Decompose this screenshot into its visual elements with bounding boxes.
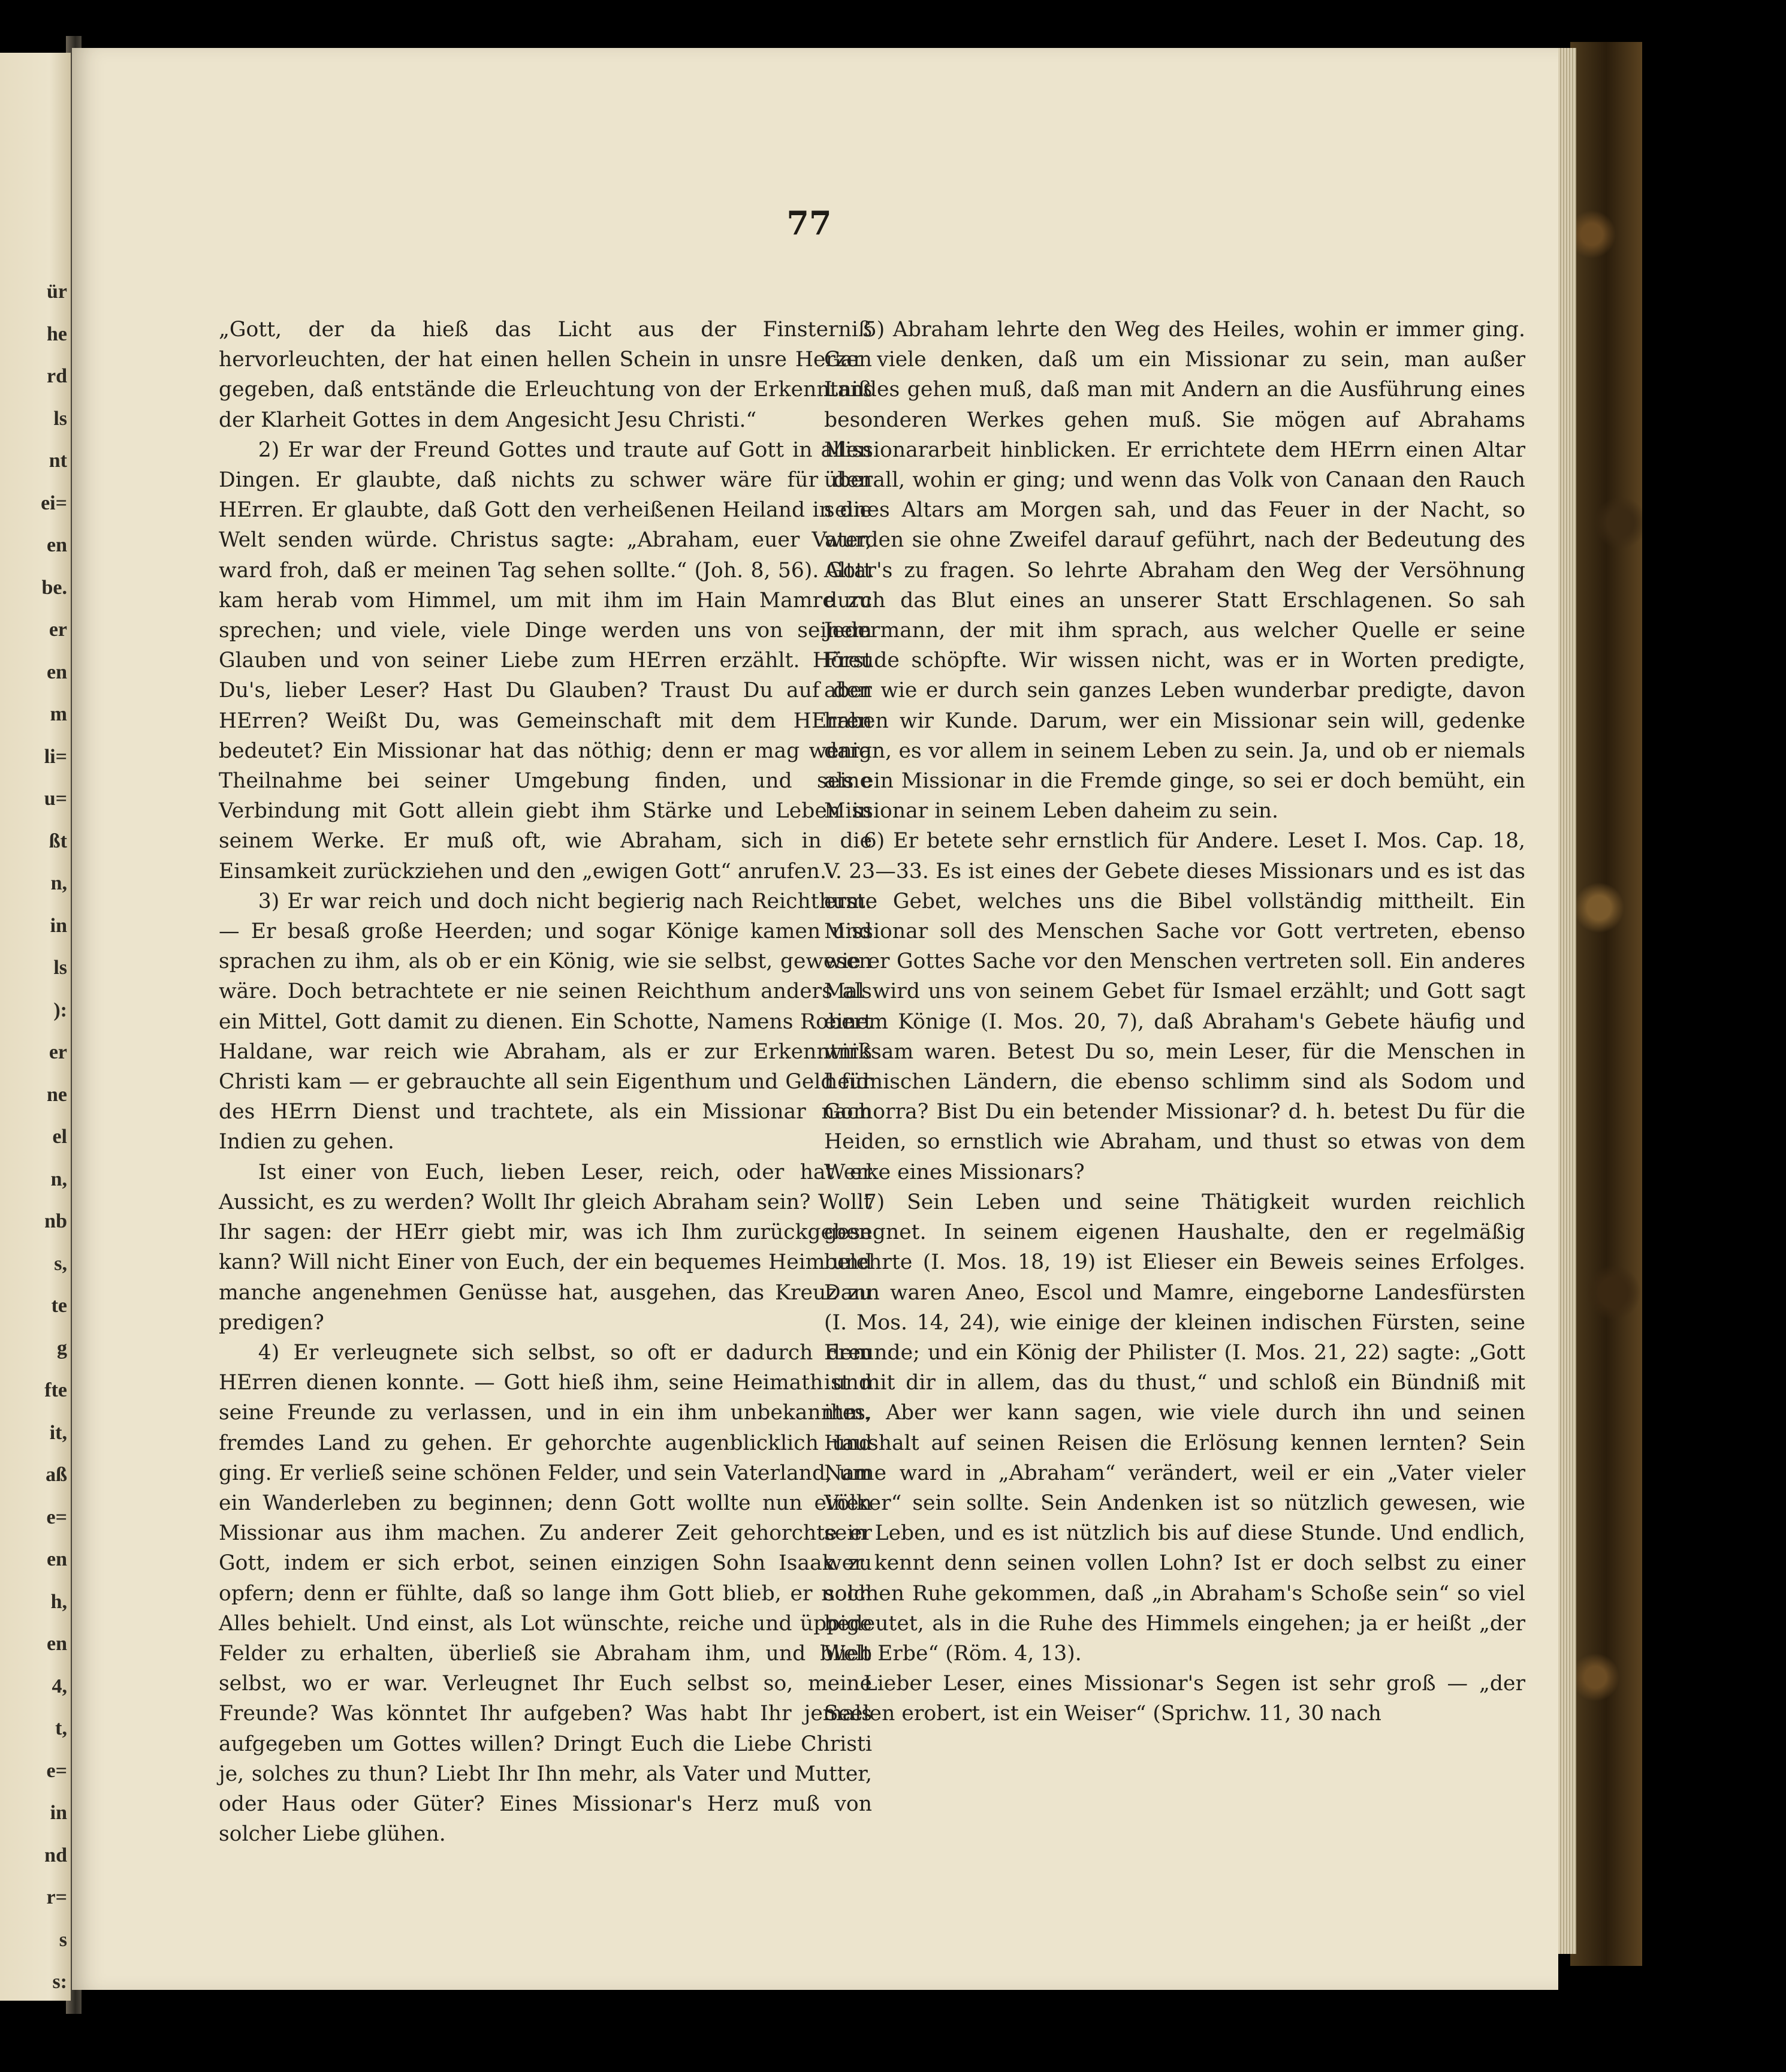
book-cover-edge [1570,42,1642,1966]
left-page-line-fragment: er [49,1041,67,1063]
left-page-line-fragment: er [49,619,67,641]
left-page-line-fragment: aß [46,1464,67,1486]
left-page-line-fragment: en [47,534,67,556]
left-page-line-fragment: rd [47,365,67,387]
paragraph: Lieber Leser, eines Missionar's Segen ist sehr groß — „der Seelen erobert, ist ein Weiser“ (Sprichw. 11, 30 nach [824,1672,1525,1726]
book-page [72,48,1558,1990]
paragraph: 4) Er verleugnete sich selbst, so oft er dadurch dem HErren dienen konnte. — Gott hieß ihm, seine Heimath und seine Freunde zu verlassen, und in ein ihm unbekanntes, fremdes Land zu gehen. Er gehorchte augenblicklich und ging. Er verließ seine schönen Felder, und sein Vaterland, um ein Wanderleben zu beginnen; denn Gott wollte nun einen Missionar aus ihm machen. Zu anderer Zeit gehorchte er Gott, indem er sich erbot, seinen einzigen Sohn Isaak zu opfern; denn er fühlte, daß so lange ihm Gott blieb, er noch Alles behielt. Und einst, als Lot wünschte, reiche und üppige Felder zu erhalten, überließ sie Abraham ihm, und blieb selbst, wo er war. Verleugnet Ihr Euch selbst so, meine Freunde? Was könntet Ihr aufgeben? Was habt Ihr jemals aufgegeben um Gottes willen? Dringt Euch die Liebe Christi je, solches zu thun? Liebt Ihr Ihn mehr, als Vater und Mutter, oder Haus oder Güter? Eines Missionar's Herz muß von solcher Liebe glühen. [219,1340,872,1847]
left-page-line-fragment: t, [55,1717,67,1739]
left-page-line-fragment: e= [46,1759,67,1782]
paragraph: 7) Sein Leben und seine Thätigkeit wurden reichlich gesegnet. In seinem eigenen Haushalte, den er regelmäßig belehrte (I. Mos. 18, 19) ist Elieser ein Beweis seines Erfolges. Dann waren Aneo, Escol und Mamre, eingeborne Landesfürsten (I. Mos. 14, 24), wie einige der kleinen indischen Fürsten, seine Freunde; und ein König der Philister (I. Mos. 21, 22) sagte: „Gott ist mit dir in allem, das du thust,“ und schloß ein Bündniß mit ihm. Aber wer kann sagen, wie viele durch ihn und seinen Haushalt auf seinen Reisen die Erlösung kennen lernten? Sein Name ward in „Abraham“ verändert, weil er ein „Vater vieler Völker“ sein sollte. Sein Andenken ist so nützlich gewesen, wie sein Leben, und es ist nützlich bis auf diese Stunde. Und endlich, wer kennt denn seinen vollen Lohn? Ist er doch selbst zu einer solchen Ruhe gekommen, daß „in Abraham's Schoße sein“ so viel bedeutet, als in die Ruhe des Himmels eingehen; ja er heißt „der Welt Erbe“ (Röm. 4, 13). [824,1190,1525,1666]
left-page-line-fragment: en [47,1548,67,1570]
left-page-line-fragment: u= [44,788,67,810]
left-page-line-fragment: te [51,1295,67,1317]
page-number: 77 [786,204,832,242]
left-page-line-fragment: m [50,703,67,725]
left-page-line-fragment: e= [46,1506,67,1528]
left-page-line-fragment: fte [44,1379,67,1401]
left-page-line-fragment: r= [46,1886,67,1908]
left-page-line-fragment: 4, [52,1675,67,1697]
left-page-line-fragment: n, [50,1168,67,1190]
left-page-line-fragment: ): [53,999,67,1021]
left-page-line-fragment: en [47,660,67,683]
left-page-line-fragment: ls [53,407,67,430]
paragraph: Ist einer von Euch, lieben Leser, reich, oder hat er Aussicht, es zu werden? Wollt Ihr gleich Abraham sein? Wollt Ihr sagen: der HErr giebt mir, was ich Ihm zurückgeben kann? Will nicht Einer von Euch, der ein bequemes Heim und manche angenehmen Genüsse hat, ausgehen, das Kreuz zu predigen? [219,1160,872,1335]
left-page-line-fragment: en [47,1633,67,1655]
left-page-line-fragment: nb [44,1210,67,1232]
left-page-line-fragment: li= [44,745,67,768]
left-page-line-fragment: be. [41,576,67,599]
paragraph: 3) Er war reich und doch nicht begierig nach Reichthum. — Er besaß große Heerden; und sogar Könige kamen und sprachen zu ihm, als ob er ein König, wie sie selbst, gewesen wäre. Doch betrachtete er nie seinen Reichthum anders als ein Mittel, Gott damit zu dienen. Ein Schotte, Namens Robert Haldane, war reich wie Abraham, als er zur Erkenntniß Christi kam — er gebrauchte all sein Eigenthum und Geld für des HErrn Dienst und trachtete, als ein Missionar nach Indien zu gehen. [219,889,872,1154]
left-page-line-fragment: ne [47,1083,67,1106]
left-facing-page [0,53,71,2001]
left-page-line-fragment: ei= [41,491,67,514]
left-page-line-fragment: in [50,1802,67,1824]
left-page-line-fragment: g [57,1337,67,1359]
left-page-line-fragment: h, [50,1590,67,1613]
left-page-line-fragment: n, [50,872,67,894]
left-page-line-fragment: el [52,1126,67,1148]
left-page-line-fragment: s: [52,1971,67,1993]
paragraph: 6) Er betete sehr ernstlich für Andere. Leset I. Mos. Cap. 18, V. 23—33. Es ist eines der Gebete dieses Missionars und es ist das erste Gebet, welches uns die Bibel vollständig mittheilt. Ein Missionar soll des Menschen Sache vor Gott vertreten, ebenso wie er Gottes Sache vor den Menschen vertreten soll. Ein anderes Mal wird uns von seinem Gebet für Ismael erzählt; und Gott sagt einem Könige (I. Mos. 20, 7), daß Abraham's Gebete häufig und wirksam waren. Betest Du so, mein Leser, für die Menschen in heidnischen Ländern, die ebenso schlimm sind als Sodom und Gomorra? Bist Du ein betender Missionar? d. h. betest Du für die Heiden, so ernstlich wie Abraham, und thust so etwas von dem Werke eines Missionars? [824,829,1525,1184]
paragraph: 2) Er war der Freund Gottes und traute auf Gott in allen Dingen. Er glaubte, daß nichts zu schwer wäre für den HErren. Er glaubte, daß Gott den verheißenen Heiland in die Welt senden würde. Christus sagte: „Abraham, euer Vater, ward froh, daß er meinen Tag sehen sollte.“ (Joh. 8, 56). Gott kam herab vom Himmel, um mit ihm im Hain Mamre zu sprechen; und viele, viele Dinge werden uns von seinem Glauben und von seiner Liebe zum HErren erzählt. Hörst Du's, lieber Leser? Hast Du Glauben? Traust Du auf den HErren? Weißt Du, was Gemeinschaft mit dem HErren bedeutet? Ein Missionar hat das nöthig; denn er mag wenig Theilnahme bei seiner Umgebung finden, und seine Verbindung mit Gott allein giebt ihm Stärke und Leben in seinem Werke. Er muß oft, wie Abraham, sich in die Einsamkeit zurückziehen und den „ewigen Gott“ anrufen. [219,438,872,883]
left-page-line-fragment: nd [44,1844,67,1866]
left-page-line-fragment: in [50,914,67,937]
left-page-line-fragment: s, [54,1252,67,1275]
left-page-line-fragment: ls [53,957,67,979]
text-column-right [824,315,1525,1729]
left-page-line-fragment: ür [47,281,67,303]
text-column-left [219,315,872,1849]
left-page-line-fragment: he [47,322,67,345]
left-page-line-fragment: s [59,1928,67,1951]
left-page-line-fragment: nt [49,450,67,472]
paragraph: „Gott, der da hieß das Licht aus der Finsterniß hervorleuchten, der hat einen hellen Schein in unsre Herzen gegeben, daß entstände die Erleuchtung von der Erkenntniß der Klarheit Gottes in dem Angesicht Jesu Christi.“ [219,318,872,432]
paragraph: 5) Abraham lehrte den Weg des Heiles, wohin er immer ging. Gar viele denken, daß um ein Missionar zu sein, man außer Landes gehen muß, daß man mit Andern an die Ausführung eines besonderen Werkes gehen muß. Sie mögen auf Abrahams Missionararbeit hinblicken. Er errichtete dem HErrn einen Altar überall, wohin er ging; und wenn das Volk von Canaan den Rauch seines Altars am Morgen sah, und das Feuer in der Nacht, so wurden sie ohne Zweifel darauf geführt, nach der Bedeutung des Altar's zu fragen. So lehrte Abraham den Weg der Versöhnung durch das Blut eines an unserer Statt Erschlagenen. So sah Jedermann, der mit ihm sprach, aus welcher Quelle er seine Freude schöpfte. Wir wissen nicht, was er in Worten predigte, aber wie er durch sein ganzes Leben wunderbar predigte, davon haben wir Kunde. Darum, wer ein Missionar sein will, gedenke daran, es vor allem in seinem Leben zu sein. Ja, und ob er niemals als ein Missionar in die Fremde ginge, so sei er doch bemüht, ein Missionar in seinem Leben daheim zu sein. [824,318,1525,824]
left-page-line-fragment: it, [49,1421,67,1444]
left-page-line-fragment: ßt [49,830,67,852]
